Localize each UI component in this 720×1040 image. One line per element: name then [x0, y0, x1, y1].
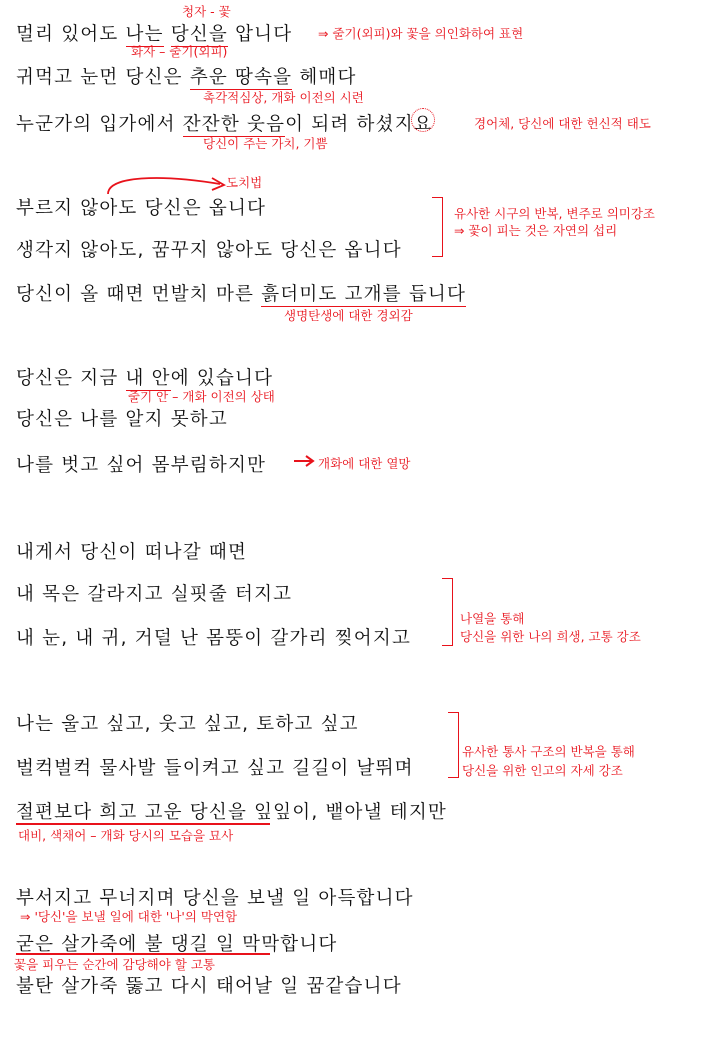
- poem-text: 이 되려 하셨지: [285, 114, 414, 135]
- annotation-inversion: 도치법: [226, 175, 263, 190]
- annotation-endurance: 당신을 위한 인고의 자세 강조: [462, 763, 623, 778]
- poem-line-16: 부서지고 무너지며 당신을 보낼 일 아득합니다: [16, 888, 414, 909]
- poem-text: 에 있습니다: [170, 368, 274, 389]
- annotation-contrast: 대비, 색채어 – 개화 당시의 모습을 묘사: [18, 828, 234, 843]
- poem-line-13: 나는 울고 싶고, 웃고 싶고, 토하고 싶고: [16, 714, 359, 735]
- annotation-enumeration: 나열을 통해: [460, 611, 525, 626]
- annotation-speaker: 화자 – 줄기(외피): [131, 44, 228, 59]
- poem-text: 헤매다: [292, 67, 357, 88]
- annotation-nature: ⇒ 꽃이 피는 것은 자연의 섭리: [454, 223, 618, 238]
- poem-text: 압니다: [228, 24, 293, 45]
- arrow-right-icon: [292, 454, 316, 468]
- poem-text: 당신이 올 때면 먼발치 마른: [16, 284, 262, 305]
- poem-text: 막막합니다: [235, 934, 338, 955]
- annotation-repetition: 유사한 시구의 반복, 변주로 의미강조: [454, 206, 655, 221]
- underlined-phrase: 나는: [125, 24, 164, 45]
- circled-ending: 요: [414, 110, 433, 136]
- poem-line-6: [16, 280, 466, 306]
- underlined-phrase: 추운 땅속을: [189, 67, 293, 88]
- annotation-vagueness: ⇒ '당신'을 보낼 일에 대한 '나'의 막연함: [20, 909, 238, 924]
- bracket-repetition: [432, 197, 443, 257]
- poem-line-11: 내 목은 갈라지고 실핏줄 터지고: [16, 584, 293, 605]
- annotation-pain: 꽃을 피우는 순간에 감당해야 할 고통: [14, 957, 215, 972]
- underlined-phrase: 잔잔한 웃음: [182, 114, 286, 135]
- underlined-phrase: 굳은 살가죽에 불 댕길 일: [16, 934, 236, 955]
- bracket-syntax: [448, 712, 459, 778]
- poem-line-18: 불탄 살가죽 뚫고 다시 태어날 일 꿈같습니다: [16, 976, 402, 997]
- poem-line-3: [16, 110, 433, 136]
- poem-line-5: 생각지 않아도, 꿈꾸지 않아도 당신은 옵니다: [16, 240, 402, 261]
- poem-line-9: 나를 벗고 싶어 몸부림하지만: [16, 455, 267, 476]
- annotation-value: 당신이 주는 가치, 기쁨: [203, 136, 328, 151]
- bracket-enumeration: [442, 578, 453, 646]
- poem-line-2: [16, 63, 357, 89]
- annotation-inside-stem: 줄기 안 – 개화 이전의 상태: [128, 389, 275, 404]
- underlined-phrase: 절편보다 희고 고운 당신을: [16, 802, 248, 823]
- underlined-phrase: 흙더미도 고개를 듭니다: [261, 284, 467, 305]
- poem-line-15: [16, 798, 447, 824]
- poem-text: 당신은 지금: [16, 368, 126, 389]
- underlined-phrase: 내 안: [125, 368, 171, 389]
- annotation-sacrifice: 당신을 위한 나의 희생, 고통 강조: [460, 629, 641, 644]
- annotation-personification: ⇒ 줄기(외피)와 꽃을 의인화하여 표현: [318, 26, 524, 41]
- poem-text: 잎잎이, 뱉아낼 테지만: [247, 802, 447, 823]
- poem-text: 멀리 있어도: [16, 24, 126, 45]
- poem-line-4: 부르지 않아도 당신은 옵니다: [16, 198, 267, 219]
- annotation-awe: 생명탄생에 대한 경외감: [284, 308, 413, 323]
- underline-mark: [16, 823, 270, 825]
- annotation-yearning: 개화에 대한 열망: [318, 456, 411, 471]
- poem-line-14: 벌컥벌컥 물사발 들이켜고 싶고 길길이 날뛰며: [16, 758, 414, 779]
- annotation-honorific: 경어체, 당신에 대한 헌신적 태도: [474, 116, 651, 131]
- underlined-phrase: 당신을: [170, 24, 228, 45]
- poem-text: 누군가의 입가에서: [16, 114, 183, 135]
- annotation-listener: 청자 - 꽃: [182, 4, 231, 19]
- annotation-tactile: 촉각적심상, 개화 이전의 시련: [203, 90, 364, 105]
- poem-line-12: 내 눈, 내 귀, 거덜 난 몸뚱이 갈가리 찢어지고: [16, 628, 412, 649]
- poem-text: 귀먹고 눈먼 당신은: [16, 67, 190, 88]
- poem-line-8: 당신은 나를 알지 못하고: [16, 409, 228, 430]
- annotation-syntax: 유사한 통사 구조의 반복을 통해: [462, 744, 635, 759]
- poem-line-10: 내게서 당신이 떠나갈 때면: [16, 542, 248, 563]
